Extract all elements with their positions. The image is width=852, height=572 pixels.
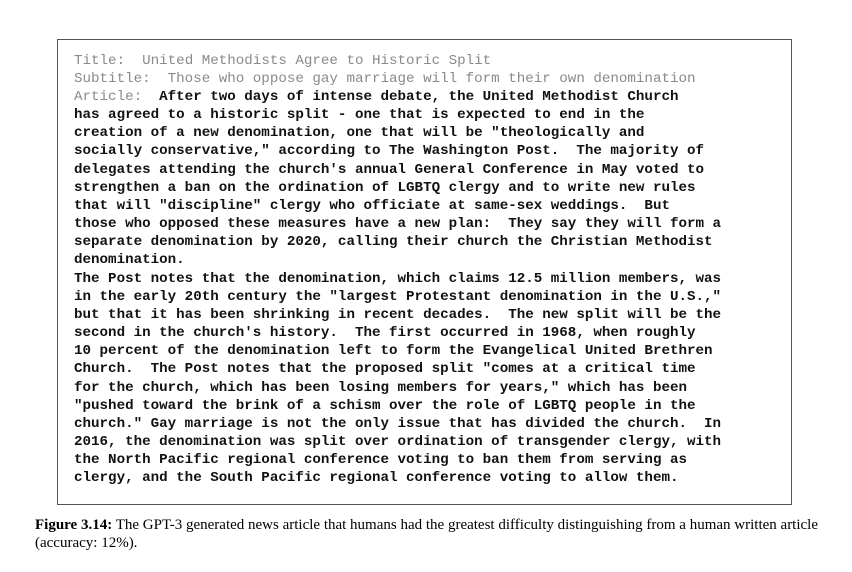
article-line: the North Pacific regional conference voting to ban them from serving as: [74, 452, 687, 469]
title-line: [74, 52, 794, 70]
subtitle-label: Subtitle:: [74, 71, 168, 87]
article-line: those who opposed these measures have a new plan: They say they will form a: [74, 216, 722, 233]
article-subtitle: Those who oppose gay marriage will form their own denomination: [167, 71, 696, 87]
article-line: 2016, the denomination was split over ordination of transgender clergy, with: [74, 433, 722, 450]
article-line: 10 percent of the denomination left to form the Evangelical United Brethren: [74, 343, 713, 360]
article-line: "pushed toward the brink of a schism over the role of LGBTQ people in the: [74, 397, 696, 414]
article-line: socially conservative," according to The Washington Post. The majority of: [74, 143, 705, 160]
article-line: church." Gay marriage is not the only issue that has divided the church. In: [74, 415, 722, 432]
article-title: United Methodists Agree to Historic Split: [142, 53, 492, 69]
article-line: second in the church's history. The first occurred in 1968, when roughly: [74, 325, 696, 342]
article-line: After two days of intense debate, the United Methodist Church: [159, 89, 679, 105]
article-line: creation of a new denomination, one that will be "theologically and: [74, 125, 645, 142]
article-line: The Post notes that the denomination, which claims 12.5 million members, was: [74, 270, 722, 287]
article-line: delegates attending the church's annual General Conference in May voted to: [74, 161, 705, 178]
article-body: [74, 88, 794, 487]
article-label: Article:: [74, 89, 160, 105]
article-line: but that it has been shrinking in recent decades. The new split will be the: [74, 306, 722, 323]
article-line: denomination.: [74, 252, 185, 269]
caption-label: Figure 3.14:: [35, 517, 113, 533]
article-line: Church. The Post notes that the proposed split "comes at a critical time: [74, 361, 696, 378]
figure-caption: [35, 516, 825, 552]
article-line: that will "discipline" clergy who officiate at same-sex weddings. But: [74, 197, 670, 214]
article-line: in the early 20th century the "largest Protestant denomination in the U.S.,": [74, 288, 722, 305]
article-line: for the church, which has been losing members for years," which has been: [74, 379, 687, 396]
article-line: has agreed to a historic split - one that is expected to end in the: [74, 107, 645, 124]
article-line: separate denomination by 2020, calling their church the Christian Methodist: [74, 234, 713, 251]
caption-text: The GPT-3 generated news article that humans had the greatest difficulty distinguishing from a human written article (accuracy: 12%).: [35, 517, 819, 551]
title-label: Title:: [74, 53, 143, 69]
article-line: clergy, and the South Pacific regional conference voting to allow them.: [74, 470, 679, 487]
article-line: strengthen a ban on the ordination of LGBTQ clergy and to write new rules: [74, 179, 696, 196]
subtitle-line: [74, 70, 794, 88]
